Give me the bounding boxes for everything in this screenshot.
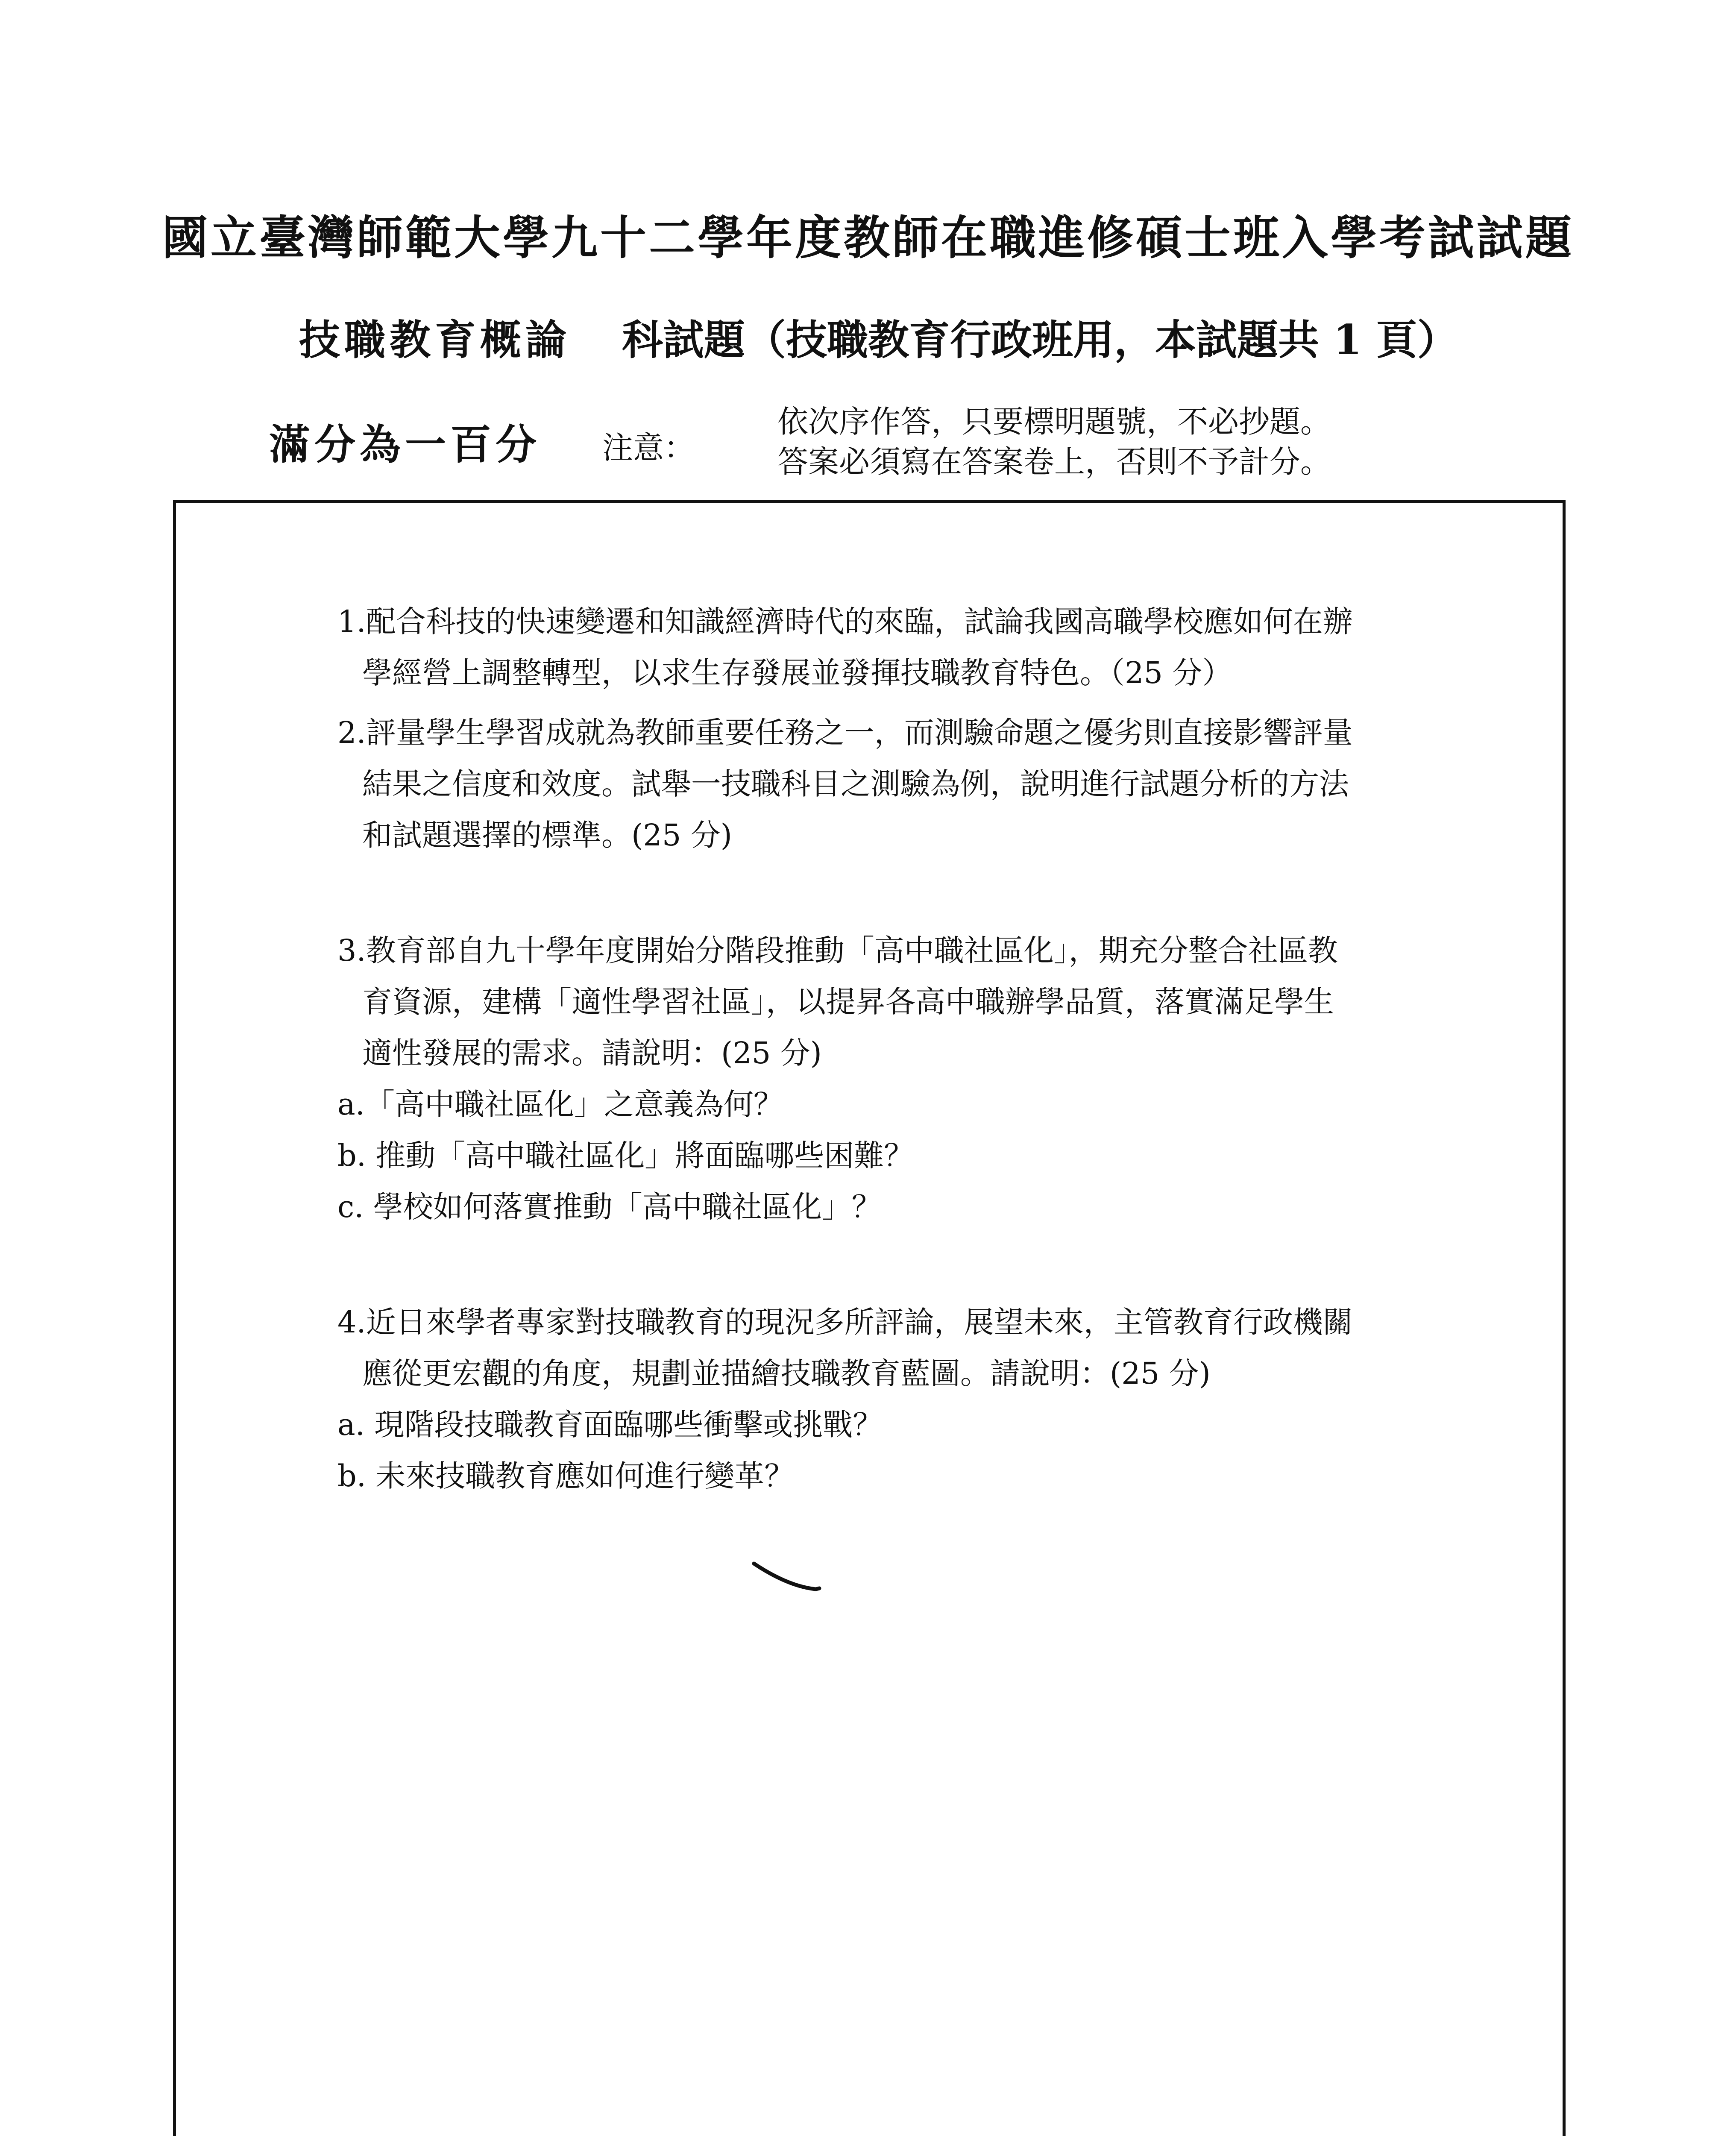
question-1 [337,596,1465,698]
question-line: 結果之信度和效度。試舉一技職科目之測驗為例，說明進行試題分析的方法 [362,766,1349,801]
question-line: 3.教育部自九十學年度開始分階段推動「高中職社區化」，期充分整合社區教 [337,933,1338,968]
question-3 [337,925,1465,1232]
question-line: 2.評量學生學習成就為教師重要任務之一，而測驗命題之優劣則直接影響評量 [337,715,1353,750]
notice-line: 答案必須寫在答案卷上，否則不予計分。 [777,444,1331,480]
notice-label: 注意： [602,430,695,466]
question-line: 適性發展的需求。請說明：(25 分) [362,1036,822,1071]
sub-question: a.「高中職社區化」之意義為何？ [337,1087,783,1122]
sub-question: c. 學校如何落實推動「高中職社區化」？ [337,1189,882,1224]
subject-suffix: 科試題（技職教育行政班用，本試題共 [622,316,1319,364]
notice-line: 依次序作答，只要標明題號，不必抄題。 [777,404,1331,440]
question-4 [337,1297,1465,1502]
sub-question: a. 現階段技職教育面臨哪些衝擊或挑戰？ [337,1407,883,1442]
full-score: 滿分為一百分 [269,420,541,469]
question-line: 和試題選擇的標準。(25 分) [362,818,732,853]
pen-stroke-mark [752,1559,829,1598]
question-line: 1.配合科技的快速變遷和知識經濟時代的來臨，試論我國高職學校應如何在辦 [337,604,1353,639]
question-line: 學經營上調整轉型，以求生存發展並發揮技職教育特色。（25 分） [362,655,1232,690]
question-line: 應從更宏觀的角度，規劃並描繪技職教育藍圖。請說明：(25 分) [362,1356,1211,1391]
page-count: 1 [1333,316,1362,364]
question-line: 育資源，建構「適性學習社區」，以提昇各高中職辦學品質，落實滿足學生 [362,984,1334,1019]
sub-question: b. 未來技職教育應如何進行變革？ [337,1458,795,1493]
question-line: 4.近日來學者專家對技職教育的現況多所評論，展望未來，主管教育行政機關 [337,1305,1353,1340]
sub-question: b. 推動「高中職社區化」將面臨哪些困難？ [337,1138,914,1173]
question-list [337,596,1465,1502]
subject-name: 技職教育概論 [299,316,571,364]
exam-subtitle [299,308,1458,366]
notice-list [777,402,1331,482]
page-suffix: 頁） [1376,316,1458,364]
question-2 [337,707,1465,861]
exam-title: 國立臺灣師範大學九十二學年度教師在職進修碩士班入學考試試題 [161,211,1574,265]
